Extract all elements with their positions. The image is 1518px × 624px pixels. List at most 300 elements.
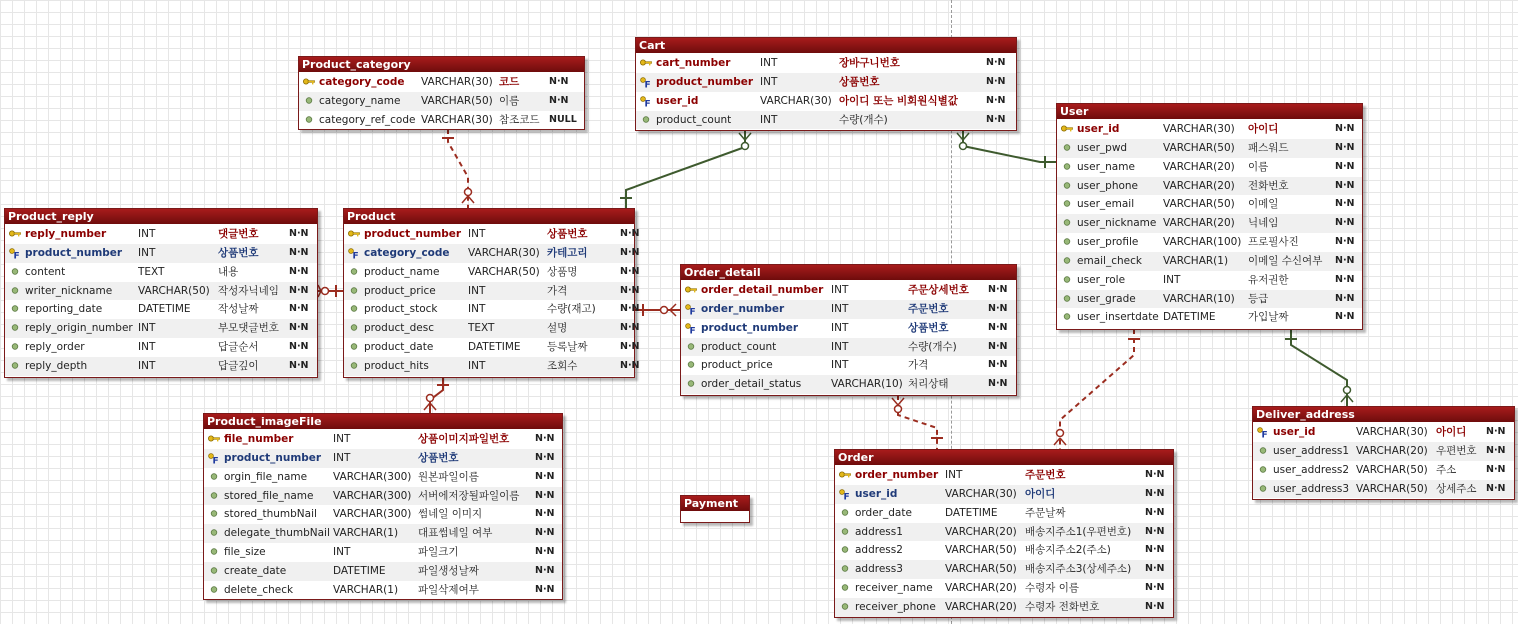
column-comment: 상품번호 [218,246,259,259]
column-comment: 전화번호 [1248,179,1289,192]
column-type: VARCHAR(300) [333,508,412,521]
rel-product-imagefile [424,377,449,413]
column-type: INT [138,228,156,240]
column-comment: 배송지주소1(우편번호) [1025,525,1132,538]
column-nullability: N·N [289,303,309,315]
column-row[interactable] [835,560,1173,579]
column-nullability: N·N [1486,426,1506,437]
rel-category-product [442,129,474,208]
column-row[interactable] [636,54,1016,73]
table-body [1253,422,1514,498]
column-row[interactable] [1057,271,1362,290]
column-name: order_date [855,506,912,519]
column-comment: 등록날짜 [547,341,588,354]
column-row[interactable] [5,357,317,376]
column-comment: 가입날짜 [1248,311,1289,324]
column-name: user_id [656,94,699,107]
column-name: user_email [1077,198,1135,211]
column-row[interactable] [204,449,562,468]
column-row[interactable] [344,338,640,357]
table-product-imagefile[interactable] [203,413,563,600]
column-comment: 상품이미지파일번호 [418,433,510,445]
foreign-key-icon [839,485,851,504]
column-nullability: N·N [549,76,569,87]
column-name: reply_origin_number [25,322,133,335]
column-comment: 장바구니번호 [839,57,900,69]
column-type: VARCHAR(20) [1163,217,1235,230]
column-type: INT [468,359,486,372]
column-name: content [25,265,66,278]
column-type: INT [138,341,156,354]
column-type: INT [333,451,351,464]
column-name: user_grade [1077,292,1136,305]
column-comment: 대표썸네일 여부 [418,527,493,540]
column-name: order_detail_number [701,284,824,296]
column-comment: 가격 [547,284,568,297]
column-row[interactable] [1253,461,1514,480]
column-row[interactable] [344,300,640,319]
column-comment: 프로필사진 [1248,236,1299,249]
column-comment: 상품번호 [908,321,949,334]
table-cart[interactable] [635,37,1017,131]
column-dot-icon [640,111,652,130]
column-type: INT [831,302,849,315]
column-name: category_name [319,94,401,107]
column-comment: 작성날짜 [218,303,259,316]
column-name: user_address1 [1273,444,1350,457]
column-nullability: N·N [620,341,640,353]
foreign-key-icon [685,300,697,319]
column-name: user_address3 [1273,482,1350,495]
table-body [681,280,1016,394]
column-row[interactable] [681,281,1016,300]
svg-text:F: F [644,80,651,88]
column-name: receiver_name [855,582,933,595]
column-type: INT [138,246,156,259]
column-type: DATETIME [138,303,191,316]
column-type: VARCHAR(100) [1163,236,1242,249]
column-name: address2 [855,544,903,557]
column-row[interactable] [344,225,640,244]
column-type: VARCHAR(30) [945,487,1017,500]
column-dot-icon [9,300,21,319]
column-row[interactable] [681,375,1016,394]
column-nullability: N·N [289,284,309,296]
column-dot-icon [9,282,21,301]
column-row[interactable] [1057,214,1362,233]
column-comment: 수량(개수) [839,113,888,126]
rel-product-orderdetail [634,304,680,316]
column-name: delegate_thumbNail [224,527,330,540]
column-row[interactable] [1253,423,1514,442]
column-dot-icon [1257,442,1269,461]
rel-user-order [1054,329,1140,449]
column-row[interactable] [204,524,562,543]
column-row[interactable] [204,487,562,506]
column-nullability: N·N [986,75,1006,87]
column-row[interactable] [5,319,317,338]
column-dot-icon [685,356,697,375]
column-nullability: N·N [1145,506,1165,518]
column-nullability: N·N [1145,469,1165,480]
column-row[interactable] [1057,252,1362,271]
column-row[interactable] [835,541,1173,560]
column-row[interactable] [835,579,1173,598]
column-type: VARCHAR(1) [333,583,399,596]
column-name: product_count [656,113,732,126]
column-row[interactable] [835,523,1173,542]
column-comment: 수령자 이름 [1025,582,1080,595]
column-row[interactable] [299,111,584,130]
column-nullability: N·N [1145,487,1165,499]
column-type: INT [333,433,351,445]
column-name: user_insertdate [1077,311,1159,324]
table-title[interactable]: User [1057,104,1362,119]
column-type: VARCHAR(30) [421,113,493,126]
column-dot-icon [208,581,220,600]
column-nullability: N·N [620,265,640,277]
table-payment[interactable] [680,495,750,523]
column-row[interactable] [344,357,640,376]
column-row[interactable] [204,505,562,524]
table-body [636,53,1016,129]
table-title[interactable]: Product_imageFile [204,414,562,429]
column-type: TEXT [468,322,495,335]
column-comment: 코드 [499,76,520,88]
column-row[interactable] [1057,120,1362,139]
table-product-category[interactable] [298,56,585,130]
column-row[interactable] [1057,290,1362,309]
table-order-detail[interactable] [680,264,1017,396]
column-comment: 조회수 [547,359,578,372]
table-title[interactable]: Product [344,209,634,224]
column-type: VARCHAR(50) [1163,198,1235,211]
column-name: reply_depth [25,359,88,372]
rel-product-reply [317,285,343,297]
foreign-key-icon [1257,423,1269,442]
column-type: DATETIME [468,341,521,354]
column-name: product_number [701,321,799,334]
column-comment: 수령자 전화번호 [1025,600,1100,613]
column-nullability: N·N [988,378,1008,390]
column-dot-icon [1061,271,1073,290]
column-comment: 이메일 [1248,198,1279,211]
column-type: TEXT [138,265,165,278]
column-dot-icon [1257,480,1269,499]
column-nullability: N·N [1335,123,1355,134]
column-row[interactable] [1057,139,1362,158]
column-row[interactable] [5,338,317,357]
table-body [344,224,640,376]
column-row[interactable] [1057,233,1362,252]
column-nullability: N·N [535,527,555,539]
column-dot-icon [1061,233,1073,252]
column-dot-icon [208,562,220,581]
primary-key-icon [9,225,21,244]
svg-text:F: F [352,251,359,259]
column-type: INT [760,57,778,69]
column-nullability: N·N [289,228,309,239]
column-type: VARCHAR(300) [333,470,412,483]
column-row[interactable] [681,338,1016,357]
column-comment: 작성자닉네임 [218,284,279,297]
svg-text:F: F [689,307,696,315]
foreign-key-icon [685,319,697,338]
column-dot-icon [348,357,360,376]
column-type: VARCHAR(50) [945,544,1017,557]
column-name: reply_number [25,228,107,240]
column-row[interactable] [5,282,317,301]
svg-text:F: F [1261,430,1268,438]
table-user[interactable] [1056,103,1363,330]
primary-key-icon [640,54,652,73]
column-name: product_count [701,340,777,353]
column-row[interactable] [344,244,640,263]
column-nullability: N·N [535,451,555,463]
column-comment: 상세주소 [1436,482,1477,495]
column-comment: 답글순서 [218,341,259,354]
table-title[interactable]: Cart [636,38,1016,53]
column-nullability: N·N [1486,482,1506,494]
column-comment: 내용 [218,265,239,278]
column-row[interactable] [204,562,562,581]
column-type: INT [468,228,486,240]
column-name: product_number [656,75,754,88]
column-dot-icon [208,487,220,506]
svg-text:F: F [689,326,696,334]
primary-key-icon [1061,120,1073,139]
column-name: product_stock [364,303,438,316]
column-row[interactable] [835,466,1173,485]
column-type: INT [138,322,156,335]
column-dot-icon [839,523,851,542]
column-row[interactable] [344,263,640,282]
column-name: stored_thumbNail [224,508,317,521]
column-row[interactable] [681,356,1016,375]
column-dot-icon [208,468,220,487]
column-nullability: N·N [988,340,1008,352]
column-name: user_nickname [1077,217,1157,230]
column-row[interactable] [636,92,1016,111]
column-type: INT [760,113,778,126]
column-nullability: N·N [1486,444,1506,456]
table-title[interactable]: Order_detail [681,265,1016,280]
column-nullability: N·N [1145,563,1165,575]
column-type: INT [468,284,486,297]
table-title[interactable]: Product_category [299,57,584,72]
column-type: VARCHAR(20) [1163,179,1235,192]
column-row[interactable] [5,263,317,282]
column-nullability: N·N [988,359,1008,371]
column-comment: 주문상세번호 [908,284,969,296]
column-dot-icon [1061,308,1073,327]
table-body [835,465,1173,617]
primary-key-icon [348,225,360,244]
column-row[interactable] [5,300,317,319]
column-row[interactable] [1057,308,1362,327]
column-row[interactable] [1253,480,1514,499]
column-row[interactable] [204,581,562,600]
column-comment: 배송지주소2(주소) [1025,544,1111,557]
column-comment: 닉네임 [1248,217,1279,230]
column-row[interactable] [835,485,1173,504]
column-dot-icon [348,319,360,338]
column-row[interactable] [1057,195,1362,214]
column-name: product_date [364,341,434,354]
column-type: VARCHAR(30) [1356,426,1428,438]
column-row[interactable] [344,282,640,301]
column-type: DATETIME [333,564,386,577]
primary-key-icon [208,430,220,449]
primary-key-icon [839,466,851,485]
rel-product-cart [620,129,751,208]
column-name: product_number [224,451,322,464]
column-comment: 설명 [547,322,568,335]
column-name: user_profile [1077,236,1139,249]
column-comment: 파일삭제여부 [418,583,479,596]
svg-text:F: F [644,99,651,107]
column-name: user_name [1077,160,1135,173]
column-comment: 패스워드 [1248,141,1289,154]
column-name: order_number [855,469,939,481]
column-name: file_size [224,546,266,559]
column-row[interactable] [835,598,1173,617]
column-name: user_address2 [1273,463,1350,476]
table-title[interactable]: Deliver_address [1253,407,1514,422]
column-comment: 상품번호 [547,228,588,240]
column-comment: 주소 [1436,463,1457,476]
column-comment: 아이디 [1436,426,1467,438]
table-product-reply[interactable] [4,208,318,378]
column-comment: 파일생성날짜 [418,564,479,577]
table-deliver-address[interactable] [1252,406,1515,500]
svg-text:F: F [212,456,219,464]
column-comment: 주문날짜 [1025,506,1066,519]
primary-key-icon [685,281,697,300]
column-comment: 댓글번호 [218,228,259,240]
column-dot-icon [1061,290,1073,309]
column-row[interactable] [1057,158,1362,177]
column-row[interactable] [5,244,317,263]
column-comment: 아이디 [1248,123,1279,135]
column-type: VARCHAR(50) [138,284,210,297]
column-nullability: N·N [1145,600,1165,612]
column-type: DATETIME [1163,311,1216,324]
column-type: VARCHAR(30) [1163,123,1235,135]
column-row[interactable] [681,319,1016,338]
rel-order-orderdetail [892,395,943,449]
column-type: VARCHAR(10) [831,378,903,391]
column-row[interactable] [5,225,317,244]
column-type: VARCHAR(50) [468,265,540,278]
table-product[interactable] [343,208,640,378]
column-nullability: N·N [620,303,640,315]
column-name: category_code [319,76,405,88]
column-comment: 답글깊이 [218,359,259,372]
table-body [1057,119,1362,327]
column-nullability: N·N [620,228,640,239]
column-nullability: N·N [1335,311,1355,323]
column-row[interactable] [835,504,1173,523]
column-dot-icon [9,319,21,338]
column-row[interactable] [299,92,584,111]
column-type: INT [138,359,156,372]
column-nullability: N·N [988,284,1008,295]
column-nullability: N·N [1335,179,1355,191]
column-name: reporting_date [25,303,103,316]
table-body [681,511,749,512]
column-dot-icon [839,560,851,579]
column-comment: 부모댓글번호 [218,322,279,335]
table-order[interactable] [834,449,1174,618]
column-dot-icon [208,543,220,562]
column-type: INT [831,321,849,334]
column-row[interactable] [636,73,1016,92]
column-name: orgin_file_name [224,470,308,483]
column-dot-icon [208,505,220,524]
column-comment: 우편번호 [1436,444,1477,457]
column-name: reply_order [25,341,85,354]
column-name: product_price [364,284,436,297]
column-type: VARCHAR(50) [945,563,1017,576]
column-nullability: N·N [620,359,640,371]
column-name: product_number [25,246,123,259]
column-comment: 수량(개수) [908,340,957,353]
column-nullability: N·N [1335,160,1355,172]
column-comment: 썸네일 이미지 [418,508,483,521]
column-nullability: N·N [535,564,555,576]
column-comment: 배송지주소3(상세주소) [1025,563,1132,576]
column-dot-icon [9,263,21,282]
column-comment: 아이디 또는 비회원식별값 [839,94,958,107]
table-title[interactable]: Order [835,450,1173,465]
column-type: INT [760,75,778,88]
column-nullability: N·N [289,341,309,353]
column-dot-icon [9,357,21,376]
column-name: user_id [855,487,898,500]
column-row[interactable] [204,543,562,562]
column-comment: 참조코드 [499,113,540,126]
column-nullability: NULL [549,113,577,125]
column-dot-icon [9,338,21,357]
column-row[interactable] [204,468,562,487]
column-name: user_id [1077,123,1120,135]
column-name: product_hits [364,359,429,372]
column-row[interactable] [636,111,1016,130]
column-dot-icon [1061,252,1073,271]
column-name: delete_check [224,583,294,596]
column-row[interactable] [681,300,1016,319]
table-title[interactable]: Payment [681,496,749,511]
column-row[interactable] [1253,442,1514,461]
column-row[interactable] [344,319,640,338]
column-row[interactable] [204,430,562,449]
column-comment: 등급 [1248,292,1269,305]
column-nullability: N·N [1335,273,1355,285]
column-type: VARCHAR(1) [1163,254,1229,267]
column-type: VARCHAR(300) [333,489,412,502]
column-dot-icon [839,504,851,523]
column-nullability: N·N [986,94,1006,106]
column-row[interactable] [1057,177,1362,196]
column-name: email_check [1077,254,1142,267]
column-type: INT [945,469,963,481]
table-title[interactable]: Product_reply [5,209,317,224]
column-row[interactable] [299,73,584,92]
column-name: address1 [855,525,903,538]
column-comment: 원본파일이름 [418,470,479,483]
column-comment: 카테고리 [547,246,588,259]
